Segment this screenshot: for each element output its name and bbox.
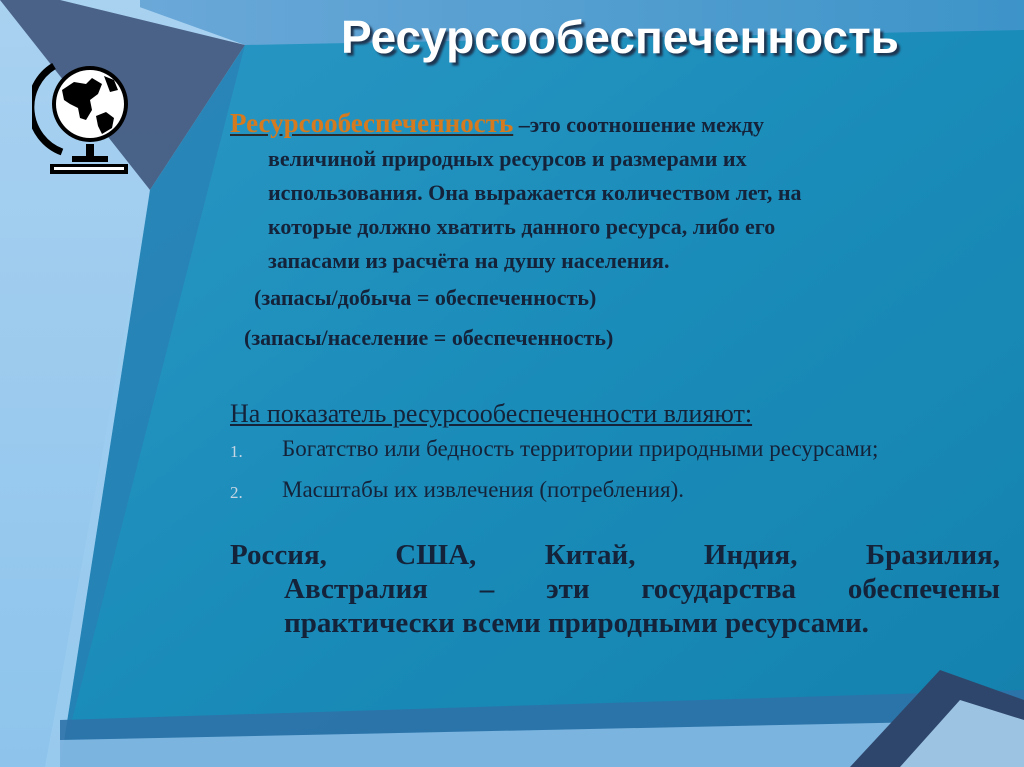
list-item-number: 2.	[230, 483, 243, 502]
conclusion-line-1: Россия, США, Китай, Индия, Бразилия,	[230, 539, 1000, 571]
factors-heading: На показатель ресурсообеспеченности влияют:	[230, 399, 753, 428]
conclusion	[230, 538, 1000, 640]
conclusion-line-3: практически всеми природными ресурсами.	[284, 607, 869, 639]
list-item-number: 1.	[230, 442, 243, 461]
conclusion-line-2: Австралия – эти государства обеспечены	[284, 573, 1000, 605]
formula-reserves-extraction: (запасы/добыча = обеспеченность)	[254, 285, 597, 310]
slide-title: Ресурсообеспеченность	[341, 11, 899, 63]
list-item	[230, 436, 1000, 465]
definition	[230, 106, 1000, 278]
definition-term: Ресурсообеспеченность	[230, 108, 514, 138]
definition-line-1: –это соотношение между	[513, 112, 765, 137]
globe-icon	[32, 56, 134, 176]
definition-line-4: которые должно хватить данного ресурса, либо его	[268, 214, 776, 239]
factors-list	[230, 436, 1000, 506]
list-item	[230, 477, 1000, 506]
definition-line-2: величиной природных ресурсов и размерами их	[268, 146, 747, 171]
slide-content	[230, 106, 1000, 640]
definition-line-3: использования. Она выражается количеством лет, на	[268, 180, 802, 205]
list-item-text: Богатство или бедность территории природными ресурсами;	[282, 436, 879, 461]
formula-reserves-population: (запасы/население = обеспеченность)	[244, 325, 614, 350]
definition-line-5: запасами из расчёта на душу населения.	[268, 248, 670, 273]
list-item-text: Масштабы их извлечения (потребления).	[282, 477, 684, 502]
